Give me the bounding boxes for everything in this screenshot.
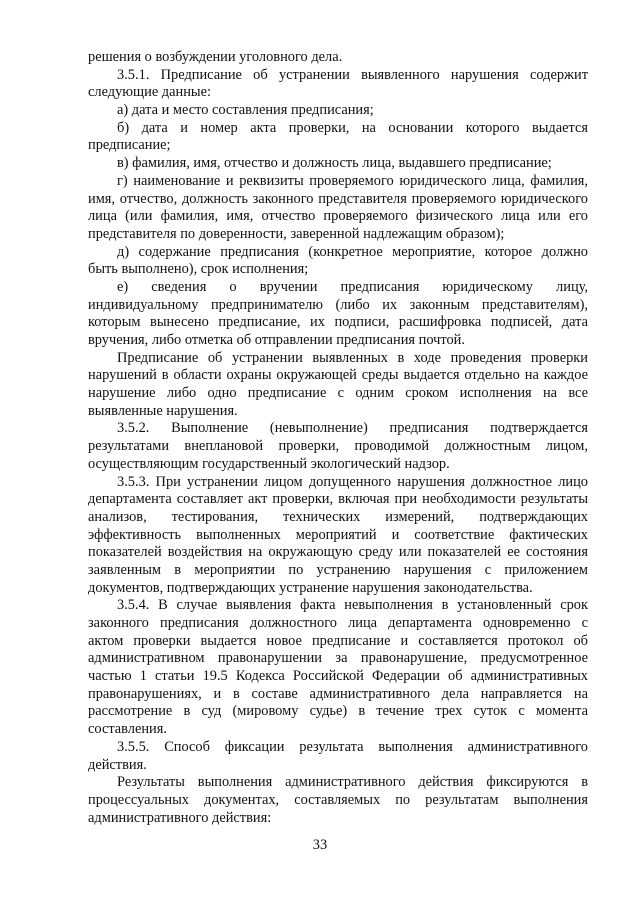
paragraph — [88, 420, 588, 473]
paragraph-line: б) дата и номер акта проверки, на основании которого выдается — [117, 119, 588, 136]
paragraph-line: быть выполнено), срок исполнения; — [88, 261, 309, 278]
paragraph-line: в) фамилия, имя, отчество и должность лица, выдавшего предписание; — [117, 155, 552, 172]
paragraph-line: д) содержание предписания (конкретное мероприятие, которое должно — [117, 243, 588, 260]
paragraph-line: индивидуальному предпринимателю (либо их законным представителям), — [88, 296, 588, 313]
paragraph-line: действия. — [88, 756, 147, 773]
paragraph — [88, 102, 588, 120]
paragraph — [88, 597, 588, 739]
paragraph-line: документов, подтверждающих устранение нарушения законодательства. — [88, 579, 533, 596]
paragraph-line: частью 1 статьи 19.5 Кодекса Российской Федерации об административных — [88, 668, 588, 685]
paragraph — [88, 739, 588, 774]
paragraph — [88, 67, 588, 102]
paragraph — [88, 244, 588, 279]
paragraph-line: 3.5.2. Выполнение (невыполнение) предписания подтверждается — [117, 420, 588, 437]
paragraph — [88, 350, 588, 421]
paragraph-line: 3.5.1. Предписание об устранении выявленного нарушения содержит — [117, 66, 588, 83]
paragraph-line: актом проверки выдается новое предписание и составляется протокол об — [88, 632, 588, 649]
paragraph-line: процессуальных документах, составляемых по результатам выполнения — [88, 791, 588, 808]
paragraph — [88, 474, 588, 598]
paragraph — [88, 774, 588, 827]
paragraph — [88, 155, 588, 173]
paragraph-line: которым вынесено предписание, их подписи, расшифровка подписей, дата — [88, 314, 588, 331]
paragraph-line: г) наименование и реквизиты проверяемого юридического лица, фамилия, — [117, 172, 588, 189]
paragraph-line: предписание; — [88, 137, 171, 154]
paragraph-line: осуществляющим государственный экологический надзор. — [88, 455, 450, 472]
paragraph-line: департамента составляет акт проверки, включая при необходимости результаты — [88, 491, 588, 508]
paragraph-line: представителя по доверенности, заверенной надлежащим образом); — [88, 225, 505, 242]
paragraph-line: нарушений в области охраны окружающей среды выдается отдельно на каждое — [88, 367, 588, 384]
paragraph — [88, 49, 588, 67]
paragraph-line: показателей воздействия на окружающую среду или показателей ее состояния — [88, 544, 588, 561]
paragraph-line: рассмотрение в суд (мировому судье) в течение трех суток с момента — [88, 703, 588, 720]
paragraph-line: имя, отчество, должность законного представителя проверяемого юридического — [88, 190, 588, 207]
paragraph-line: следующие данные: — [88, 84, 211, 101]
paragraph-line: а) дата и место составления предписания; — [117, 102, 374, 119]
paragraph-line: нарушение либо одно предписание с одним сроком исполнения на все — [88, 385, 588, 402]
paragraph-line: анализов, тестирования, технических измерений, подтверждающих — [88, 508, 588, 525]
paragraph-line: административного действия: — [88, 809, 272, 826]
paragraph-line: административном правонарушении за правонарушение, предусмотренное — [88, 650, 588, 667]
paragraph-line: результатами внеплановой проверки, проводимой должностным лицом, — [88, 438, 588, 455]
paragraph-line: е) сведения о вручении предписания юридическому лицу, — [117, 278, 588, 295]
paragraph-line: 3.5.3. При устранении лицом допущенного нарушения должностное лицо — [117, 473, 588, 490]
paragraph-line: 3.5.5. Способ фиксации результата выполнения административного — [117, 738, 588, 755]
paragraph-line: Результаты выполнения административного действия фиксируются в — [117, 774, 588, 791]
paragraph-line: составления. — [88, 721, 167, 738]
page-number: 33 — [312, 837, 328, 853]
paragraph-line: выявленные нарушения. — [88, 402, 238, 419]
paragraph-line: лица (или фамилия, имя, отчество проверяемого физического лица или его — [88, 208, 588, 225]
paragraph — [88, 173, 588, 244]
paragraph-line: правонарушениях, и в составе административного дела направляется на — [88, 685, 588, 702]
paragraph-line: вручения, либо отметка об отправлении предписания почтой. — [88, 332, 465, 348]
paragraph-line: заявленным в мероприятии по устранению нарушения с приложением — [88, 561, 588, 578]
paragraph-line: 3.5.4. В случае выявления факта невыполнения в установленный срок — [117, 597, 588, 614]
document-body — [88, 49, 588, 827]
paragraph-line: законного предписания должностного лица департамента одновременно с — [88, 615, 588, 631]
paragraph — [88, 279, 588, 350]
paragraph-line: решения о возбуждении уголовного дела. — [88, 49, 343, 65]
paragraph-line: эффективность выполненных мероприятий и соответствие фактических — [88, 526, 588, 543]
paragraph-line: Предписание об устранении выявленных в ходе проведения проверки — [117, 349, 588, 366]
paragraph — [88, 120, 588, 155]
